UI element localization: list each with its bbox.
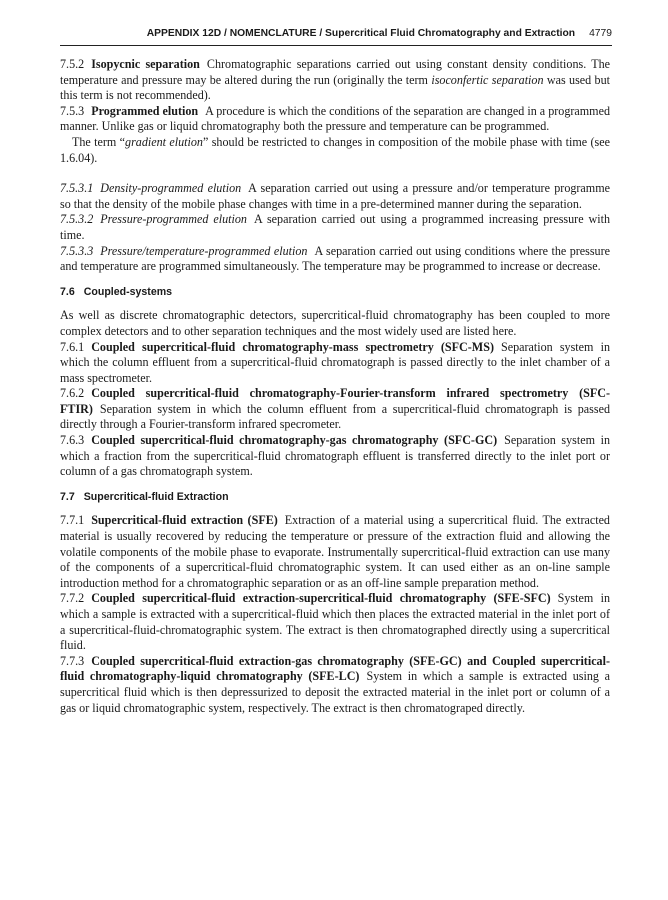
entry-7-5-3-3 [60,244,610,275]
header-rule [60,45,612,46]
entry-number: 7.5.3 [60,103,85,118]
entry-text: A separation carried out using conditions where the pressure and temperature are programmed simultaneously. The temperature may be programmed to increase or decrease. [60,243,610,274]
entry-7-6-1 [60,340,610,387]
entry-number: 7.5.3.3 [60,243,94,258]
entry-number: 7.7.3 [60,653,85,668]
note-italic-term: gradient elution [125,134,203,149]
entry-term: Supercritical-fluid extraction (SFE) [91,513,278,528]
note-text-continued: ” should be restricted to changes in composition of the mobile phase with time (see 1.6.04). [60,134,610,165]
entry-text: A separation carried out using a programmed increasing pressure with time. [60,212,610,242]
entry-term: Programmed elution [91,103,199,118]
entry-text: System in which a sample is extracted using a supercritical fluid which is then depressurized to deposit the extracted material in the inlet port or column of a gas or liquid chromatographic system, respectively. The extract is then chromatograped directly. [60,669,611,715]
entry-term: Pressure-programmed elution [100,212,247,227]
section-intro: As well as discrete chromatographic detectors, supercritical-fluid chromatography has been coupled to more complex detectors and to other separation techniques and the most widely used are listed here. [60,308,610,338]
page-body [60,57,610,716]
entry-text: Extraction of a material using a supercritical fluid. The extracted material is usually recovered by reducing the temperature or pressure of the extraction fluid and allowing the volatile components of the mobile phase to evaporate. Instrumentally supercritical-fluid extraction can use many of the components of a supercritical-fluid chromatographic system. It can used either as an on-line sample introduction method for a chromatographic separation or as an off-line sample preparation method. [60,513,610,590]
entry-term: Coupled supercritical-fluid chromatography-gas chromatography (SFC-GC) [91,433,498,448]
entry-paragraph [60,104,610,135]
entry-number: 7.7.2 [60,591,85,606]
entry-number: 7.5.3.1 [60,181,94,196]
entry-italic-term: isoconfertic separation [431,72,544,87]
section-heading-7-7 [60,490,610,506]
entry-number: 7.6.2 [60,386,85,401]
entry-text: System in which a sample is extracted with a supercritical-fluid which then places the extracted material in the inlet port of a supercritical-fluid-chromatographic system. The extract is then chromatographed directly using a supercritical fluid. [60,591,610,653]
section-number: 7.6 [60,285,75,298]
entry-7-7-3 [60,654,610,716]
entry-term: Coupled supercritical-fluid extraction-supercritical-fluid chromatography (SFE-SFC) [91,591,551,606]
entry-7-5-2 [60,57,610,104]
entry-text: A separation carried out using a pressure and/or temperature programme so that the density of the mobile phase changes with time in a pre-determined manner during the separation. [60,181,610,211]
entry-number: 7.6.3 [60,433,85,448]
section-number: 7.7 [60,490,75,503]
entry-term: Density-programmed elution [100,181,242,196]
entry-7-5-3 [60,104,610,166]
entry-7-5-3-2 [60,212,610,243]
entry-term: Coupled supercritical-fluid extraction-gas chromatography (SFE-GC) and Coupled supercritical-fluid chromatography-liquid chromatography (SFE-LC) [60,653,610,684]
entry-number: 7.5.3.2 [60,212,94,227]
entry-number: 7.6.1 [60,339,85,354]
entry-term: Coupled supercritical-fluid chromatography-mass spectrometry (SFC-MS) [91,339,494,354]
entry-7-5-3-1 [60,181,610,212]
entry-number: 7.7.1 [60,513,85,528]
section-title: Supercritical-fluid Extraction [83,490,229,503]
entry-7-6-2 [60,386,610,433]
entry-text: Separation system in which the column effluent from a supercritical-fluid chromatograph is passed directly through a Fourier-transform infrared specrometer. [60,401,610,432]
note-text: The term “ [72,134,126,149]
entry-text: Separation system in which the column effluent from a supercritical-fluid chromatograph is passed directly to the inlet chamber of a mass spectrometer. [60,339,610,385]
section-heading-7-6 [60,285,610,301]
page-number: 4779 [589,28,612,39]
entry-text: Chromatographic separations carried out using constant density conditions. The temperature and pressure may be altered during the run (originally the term [60,57,611,87]
entry-text: A procedure is which the conditions of the separation are changed in a programmed manner. Unlike gas or liquid chromatography both the pressure and temperature can be programmed. [60,103,610,134]
running-title: APPENDIX 12D / NOMENCLATURE / Supercritical Fluid Chromatography and Extraction [146,28,576,39]
entry-7-7-2 [60,591,610,653]
entry-7-7-1 [60,513,610,591]
entry-text-continued: was used but this term is not recommended). [60,72,610,103]
entry-term: Pressure/temperature-programmed elution [100,243,308,258]
running-header [60,28,612,39]
entry-term: Isopycnic separation [91,57,200,71]
entry-7-6-3 [60,433,610,480]
entry-note [60,135,610,166]
entry-term: Coupled supercritical-fluid chromatography-Fourier-transform infrared spectrometry (SFC-FTIR) [60,386,610,416]
section-title: Coupled-systems [83,285,173,298]
entry-text: Separation system in which a fraction from the supercritical-fluid chromatograph effluent is transferred directly to the inlet port or column of a gas chromatograph system. [60,433,610,479]
entry-number: 7.5.2 [60,57,85,71]
